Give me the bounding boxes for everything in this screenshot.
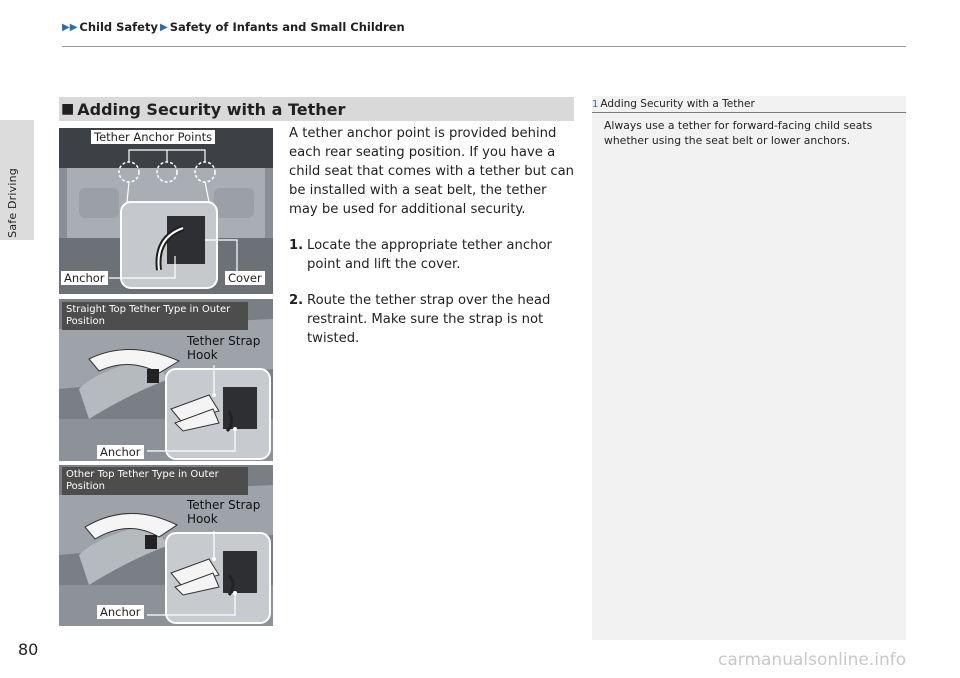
breadcrumb <box>62 20 405 34</box>
section-header <box>59 97 574 121</box>
figure-tether-anchor-points <box>59 128 273 294</box>
body-text <box>289 124 579 348</box>
section-title: Adding Security with a Tether <box>77 99 346 119</box>
note-title <box>592 96 906 113</box>
step-text: Route the tether strap over the head restraint. Make sure the strap is not twisted. <box>307 293 551 346</box>
step-number: 2. <box>289 293 304 308</box>
breadcrumb-level1[interactable]: Child Safety <box>79 20 158 34</box>
note-title-text: Adding Security with a Tether <box>600 98 755 110</box>
step-text: Locate the appropriate tether anchor point and lift the cover. <box>307 238 552 272</box>
breadcrumb-arrow-icon: ▶▶ <box>62 21 78 33</box>
reference-icon: 1 <box>592 98 599 110</box>
header-divider <box>62 46 906 47</box>
page-number: 80 <box>18 640 39 659</box>
step-1 <box>289 236 579 274</box>
tag-other-top-tether: Other Top Tether Type in Outer Position <box>62 467 248 495</box>
note-panel <box>592 96 906 640</box>
step-number: 1. <box>289 238 304 253</box>
figure-other-top-tether <box>59 465 273 626</box>
figure-straight-top-tether <box>59 299 273 461</box>
tag-straight-top-tether: Straight Top Tether Type in Outer Position <box>62 302 248 330</box>
label-anchor: Anchor <box>97 445 144 459</box>
breadcrumb-level2[interactable]: Safety of Infants and Small Children <box>169 20 405 34</box>
square-bullet-icon: ■ <box>61 101 75 117</box>
breadcrumb-arrow-icon: ▶ <box>159 21 168 33</box>
label-cover: Cover <box>225 271 265 285</box>
label-tether-strap: Tether Strap <box>187 498 261 512</box>
label-hook: Hook <box>187 348 218 362</box>
label-anchor: Anchor <box>97 605 144 619</box>
label-hook: Hook <box>187 512 218 526</box>
chapter-label: Safe Driving <box>6 168 19 238</box>
rear-shelf-illustration <box>59 128 273 294</box>
note-text: Always use a tether for forward-facing child seats whether using the seat belt or lower anchors. <box>604 119 873 147</box>
step-2 <box>289 291 579 348</box>
label-anchor: Anchor <box>61 271 108 285</box>
watermark: carmanualsonline.info <box>718 650 907 670</box>
label-tether-strap: Tether Strap <box>187 334 261 348</box>
label-tether-anchor-points: Tether Anchor Points <box>91 130 215 144</box>
intro-paragraph: A tether anchor point is provided behind each rear seating position. If you have a child seat that comes with a tether but can be installed with a seat belt, the tether may be used for additional security. <box>289 126 575 217</box>
